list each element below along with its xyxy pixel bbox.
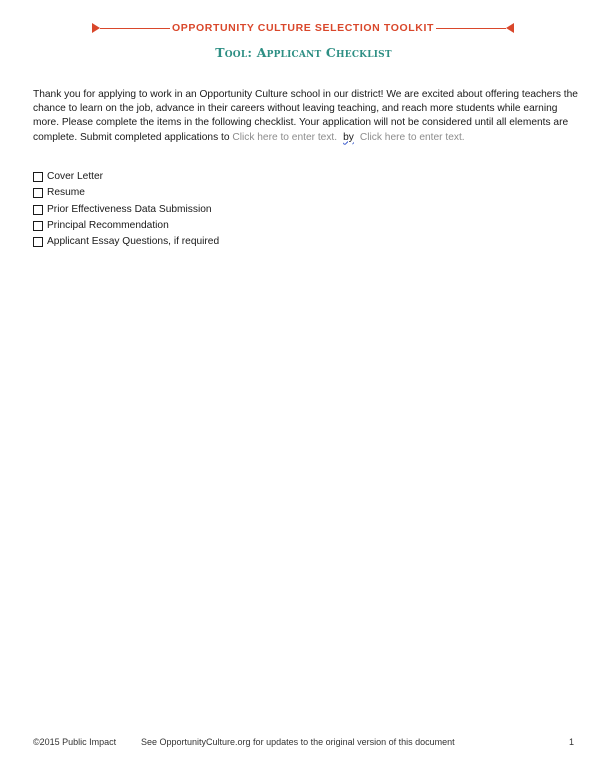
checklist-item-label: Resume [47, 187, 85, 199]
checklist-item [33, 202, 433, 218]
footer-note: See OpportunityCulture.org for updates to the original version of this document [141, 737, 455, 747]
page-number: 1 [568, 737, 574, 747]
applicant-checklist [33, 169, 433, 250]
intro-text: Thank you for applying to work in an Opportunity Culture school in our district! We are excited about offering teachers the chance to learn on the job, advance in their careers without leaving teaching, and reach more students while earning more. Please complete the items in the following checklist. Your application will not be considered until all elements are complete. Submit completed applications to [33, 89, 578, 143]
checklist-item-label: Cover Letter [47, 171, 104, 182]
toolkit-banner [92, 21, 514, 37]
submit-to-placeholder-field[interactable]: Click here to enter text. [232, 131, 338, 143]
checkbox[interactable] [33, 188, 43, 198]
footer-copyright: ©2015 Public Impact [33, 737, 117, 747]
checkbox[interactable] [33, 205, 43, 215]
checklist-item-label: Principal Recommendation [47, 219, 169, 231]
banner-rule-right [436, 28, 506, 29]
checklist-item-label: Prior Effectiveness Data Submission [47, 203, 212, 215]
by-word: by [343, 131, 354, 143]
checklist-item [33, 234, 433, 250]
arrow-right-icon [506, 23, 514, 33]
checkbox[interactable] [33, 237, 43, 247]
intro-paragraph [33, 88, 578, 145]
page-title: Tool: Applicant Checklist [215, 45, 392, 60]
checkbox[interactable] [33, 221, 43, 231]
checklist-item-label: Applicant Essay Questions, if required [47, 236, 220, 248]
deadline-placeholder-field[interactable]: Click here to enter text. [359, 131, 465, 143]
checklist-item [33, 185, 433, 201]
banner-title-text: OPPORTUNITY CULTURE SELECTION TOOLKIT [172, 22, 434, 34]
checklist-item [33, 218, 433, 234]
checkbox[interactable] [33, 172, 43, 182]
checklist-item [33, 169, 433, 185]
